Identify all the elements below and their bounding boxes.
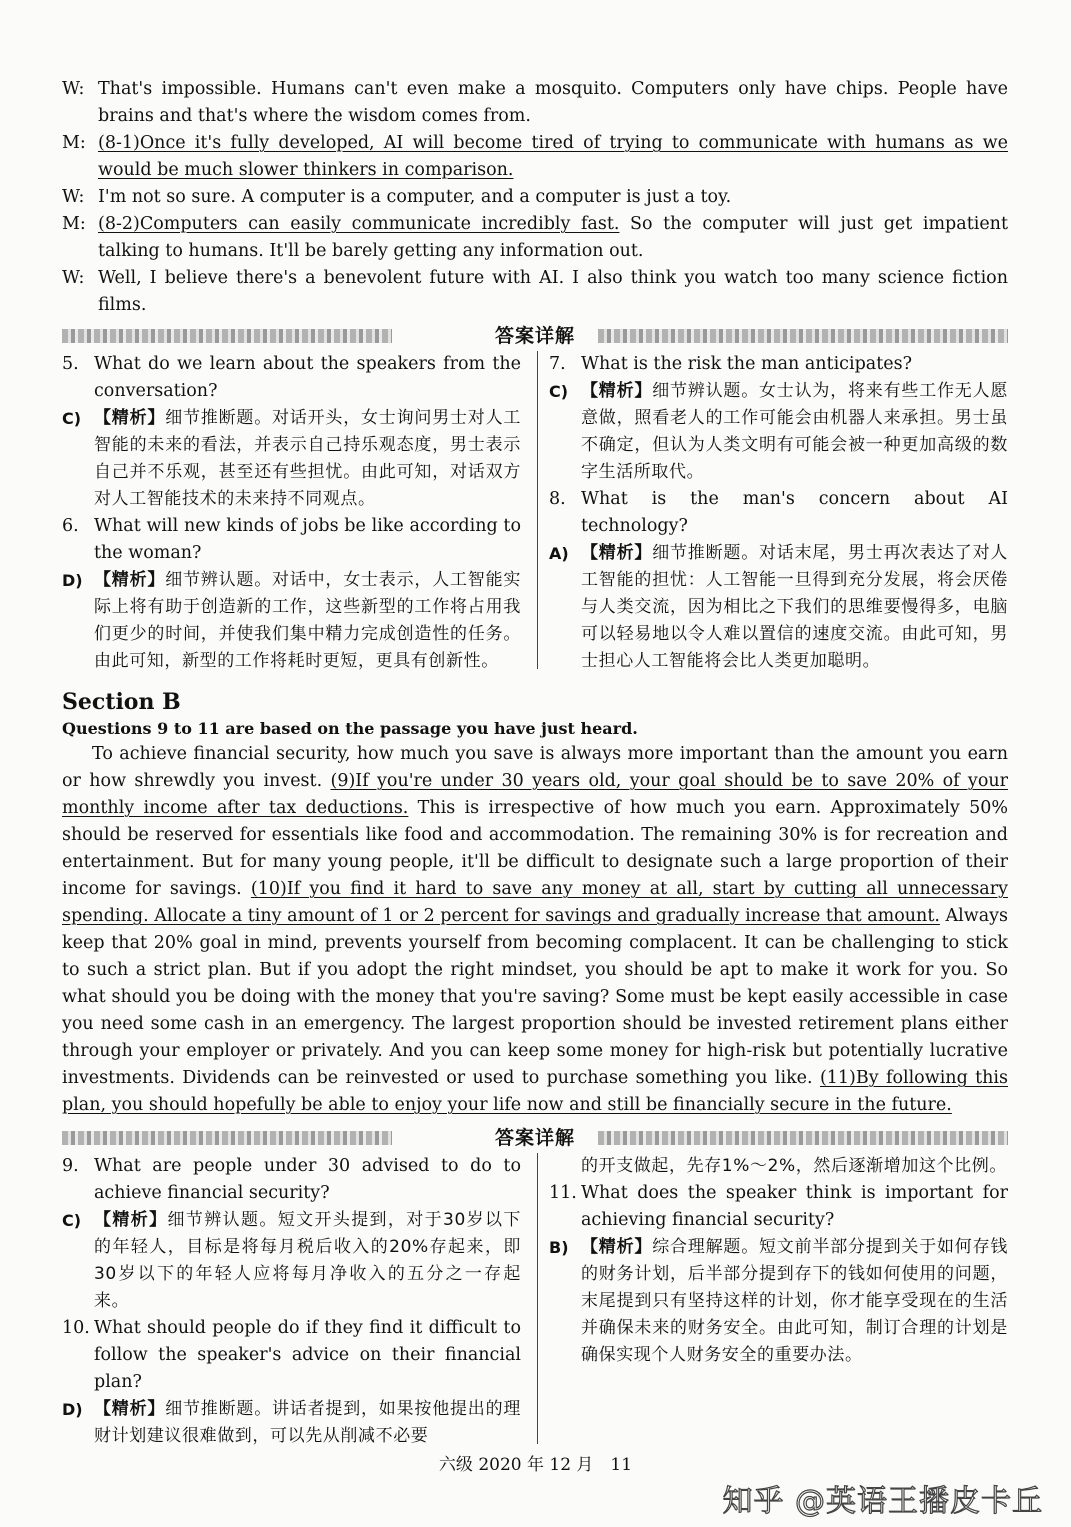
- question-text: What should people do if they find it difficult to follow the speaker's advice on their financial plan?: [94, 1318, 521, 1392]
- explanation-text: 【精析】细节推断题。对话末尾，男士再次表达了对人工智能的担忧：人工智能一旦得到充分发展，将会厌倦与人类交流，因为相比之下我们的思维要慢得多，电脑可以轻易地以令人难以置信的速度交流。由此可知，男士担心人工智能将会比人类更加聪明。: [581, 543, 1008, 671]
- dialogue: [62, 76, 1008, 319]
- column-divider: [537, 351, 538, 669]
- answer-letter: D): [62, 571, 83, 590]
- page-content: [62, 76, 1008, 1450]
- question-item: [62, 351, 521, 405]
- section-subtitle: Questions 9 to 11 are based on the passage you have just heard.: [62, 719, 638, 738]
- question-text: What do we learn about the speakers from the conversation?: [94, 354, 521, 401]
- answers-left-column: [62, 1153, 521, 1450]
- speaker-label: W:: [62, 187, 85, 207]
- speaker-label: M:: [62, 133, 86, 153]
- answer-detail-banner: [62, 1123, 1008, 1153]
- speaker-label: W:: [62, 79, 85, 99]
- answers-right-column: [549, 1153, 1008, 1450]
- dialogue-text: [98, 130, 1008, 184]
- answer-explanation: [549, 1234, 1008, 1369]
- explanation-text: 【精析】综合理解题。短文前半部分提到关于如何存钱的财务计划，后半部分提到存下的钱如何使用的问题，末尾提到只有坚持这样的计划，你才能享受现在的生活并确保未来的财务安全。由此可知，制订合理的计划是确保实现个人财务安全的重要办法。: [581, 1237, 1008, 1365]
- explanation-text: 【精析】细节辨认题。短文开头提到，对于30岁以下的年轻人，目标是将每月税后收入的20%存起来，即30岁以下的年轻人应将每月净收入的五分之一存起来。: [94, 1210, 521, 1311]
- answer-letter: C): [62, 409, 82, 428]
- question-text: What will new kinds of jobs be like according to the woman?: [94, 516, 521, 563]
- question-text: What does the speaker think is important for achieving financial security?: [581, 1183, 1008, 1230]
- answers-left-column: [62, 351, 521, 675]
- speaker-label: M:: [62, 214, 86, 234]
- answer-explanation: [62, 405, 521, 513]
- question-number: 6.: [62, 516, 79, 536]
- column-divider: [537, 1153, 538, 1444]
- answer-explanation: [62, 1396, 521, 1450]
- answer-explanation-continued: [549, 1153, 1008, 1180]
- underlined-key-sentence: (10)If you find it hard to save any money at all, start by cutting all unnecessary spending. Allocate a tiny amount of 1 or 2 percent for savings and gradually increase that amount.: [62, 879, 1008, 926]
- dialogue-text: (8-2)Computers can easily communicate incredibly fast. So the computer will just get impatient talking to humans. It'll be barely getting any information out.: [98, 214, 1008, 261]
- explanation-text: 的开支做起，先存1%～2%，然后逐渐增加这个比例。: [581, 1156, 1007, 1176]
- question-item: [549, 1180, 1008, 1234]
- explanation-text: 【精析】细节辨认题。对话中，女士表示，人工智能实际上将有助于创造新的工作，这些新型的工作将占用我们更少的时间，并使我们集中精力完成创造性的任务。由此可知，新型的工作将耗时更短，更具有创新性。: [94, 570, 521, 671]
- answers-right-column: [549, 351, 1008, 675]
- question-text: What is the risk the man anticipates?: [581, 354, 912, 374]
- answer-explanation: [62, 1207, 521, 1315]
- section-title: Section B: [62, 689, 181, 715]
- watermark: 知乎 @英语王播皮卡丘: [722, 1484, 1043, 1519]
- page-footer: 六级 2020 年 12 月 11: [438, 1455, 633, 1475]
- dialogue-text: Well, I believe there's a benevolent future with AI. I also think you watch too many science fiction films.: [98, 268, 1008, 315]
- question-number: 5.: [62, 354, 79, 374]
- underlined-key-sentence: (8-1)Once it's fully developed, AI will become tired of trying to communicate with humans as we would be much slower thinkers in comparison.: [98, 133, 1008, 180]
- answer-letter: D): [62, 1400, 83, 1419]
- answer-letter: C): [549, 382, 569, 401]
- question-number: 11.: [549, 1183, 577, 1203]
- passage: To achieve financial security, how much you save is always more important than the amount you earn or how shrewdly you invest. (9)If you're under 30 years old, your goal should be to save 20% of your monthly income after tax deductions. This is irrespective of how much you earn. Approximately 50% should be reserved for essentials like food and accommodation. The remaining 30% is for recreation and entertainment. But for many young people, it'll be difficult to designate such a large proportion of their income for savings. (10)If you find it hard to save any money at all, start by cutting all unnecessary spending. Allocate a tiny amount of 1 or 2 percent for savings and gradually increase that amount. Always keep that 20% goal in mind, prevents yourself from becoming complacent. It can be challenging to stick to such a strict plan. But if you adopt the right mindset, you should be apt to make it work for you. So what should you be doing with the money that you're saving? Some must be kept easily accessible in case you need some cash in an emergency. The largest proportion should be invested retirement plans either through your employer or privately. And you can keep some money for high-risk but potentially lucrative investments. Dividends can be reinvested or used to purchase something you like. (11)By following this plan, you should hopefully be able to enjoy your life now and still be financially secure in the future.: [62, 744, 1009, 1115]
- banner-label: 答案详解: [487, 323, 583, 350]
- dialogue-line: [62, 130, 1008, 184]
- explanation-text: 【精析】细节推断题。对话开头，女士询问男士对人工智能的未来的看法，并表示自己持乐观态度，男士表示自己并不乐观，甚至还有些担忧。由此可知，对话双方对人工智能技术的未来持不同观点。: [94, 408, 521, 509]
- dialogue-text: I'm not so sure. A computer is a computer, and a computer is just a toy.: [98, 187, 732, 207]
- question-number: 8.: [549, 489, 566, 509]
- underlined-key-sentence: (9)If you're under 30 years old, your goal should be to save 20% of your monthly income after tax deductions.: [62, 771, 1008, 818]
- answers-section-a: [62, 351, 1008, 675]
- dialogue-line: [62, 211, 1008, 265]
- question-number: 10.: [62, 1318, 90, 1338]
- underlined-key-sentence: (8-2)Computers can easily communicate incredibly fast.: [98, 214, 620, 234]
- explanation-text: 【精析】细节推断题。讲话者提到，如果按他提出的理财计划建议很难做到，可以先从削减不必要: [94, 1399, 521, 1446]
- answer-letter: B): [549, 1238, 569, 1257]
- speaker-label: W:: [62, 268, 85, 288]
- question-number: 9.: [62, 1156, 79, 1176]
- question-item: [549, 486, 1008, 540]
- question-item: [549, 351, 1008, 378]
- answers-section-b: [62, 1153, 1008, 1450]
- answer-explanation: [549, 378, 1008, 486]
- question-item: [62, 1153, 521, 1207]
- answer-explanation: [549, 540, 1008, 675]
- question-item: [62, 513, 521, 567]
- answer-letter: A): [549, 544, 569, 563]
- underlined-key-sentence: (11)By following this plan, you should hopefully be able to enjoy your life now and still be financially secure in the future.: [62, 1068, 1008, 1115]
- dialogue-line: [62, 265, 1008, 319]
- dialogue-line: [62, 184, 1008, 211]
- explanation-text: 【精析】细节辨认题。女士认为，将来有些工作无人愿意做，照看老人的工作可能会由机器人来承担。男士虽不确定，但认为人类文明有可能会被一种更加高级的数字生活所取代。: [581, 381, 1008, 482]
- answer-letter: C): [62, 1211, 82, 1230]
- answer-explanation: [62, 567, 521, 675]
- question-text: What is the man's concern about AI technology?: [581, 489, 1008, 536]
- dialogue-line: [62, 76, 1008, 130]
- question-text: What are people under 30 advised to do to achieve financial security?: [94, 1156, 521, 1203]
- question-item: [62, 1315, 521, 1396]
- answer-detail-banner: [62, 321, 1008, 351]
- dialogue-text: That's impossible. Humans can't even make a mosquito. Computers only have chips. People have brains and that's where the wisdom comes from.: [98, 79, 1008, 126]
- banner-label: 答案详解: [487, 1125, 583, 1152]
- question-number: 7.: [549, 354, 566, 374]
